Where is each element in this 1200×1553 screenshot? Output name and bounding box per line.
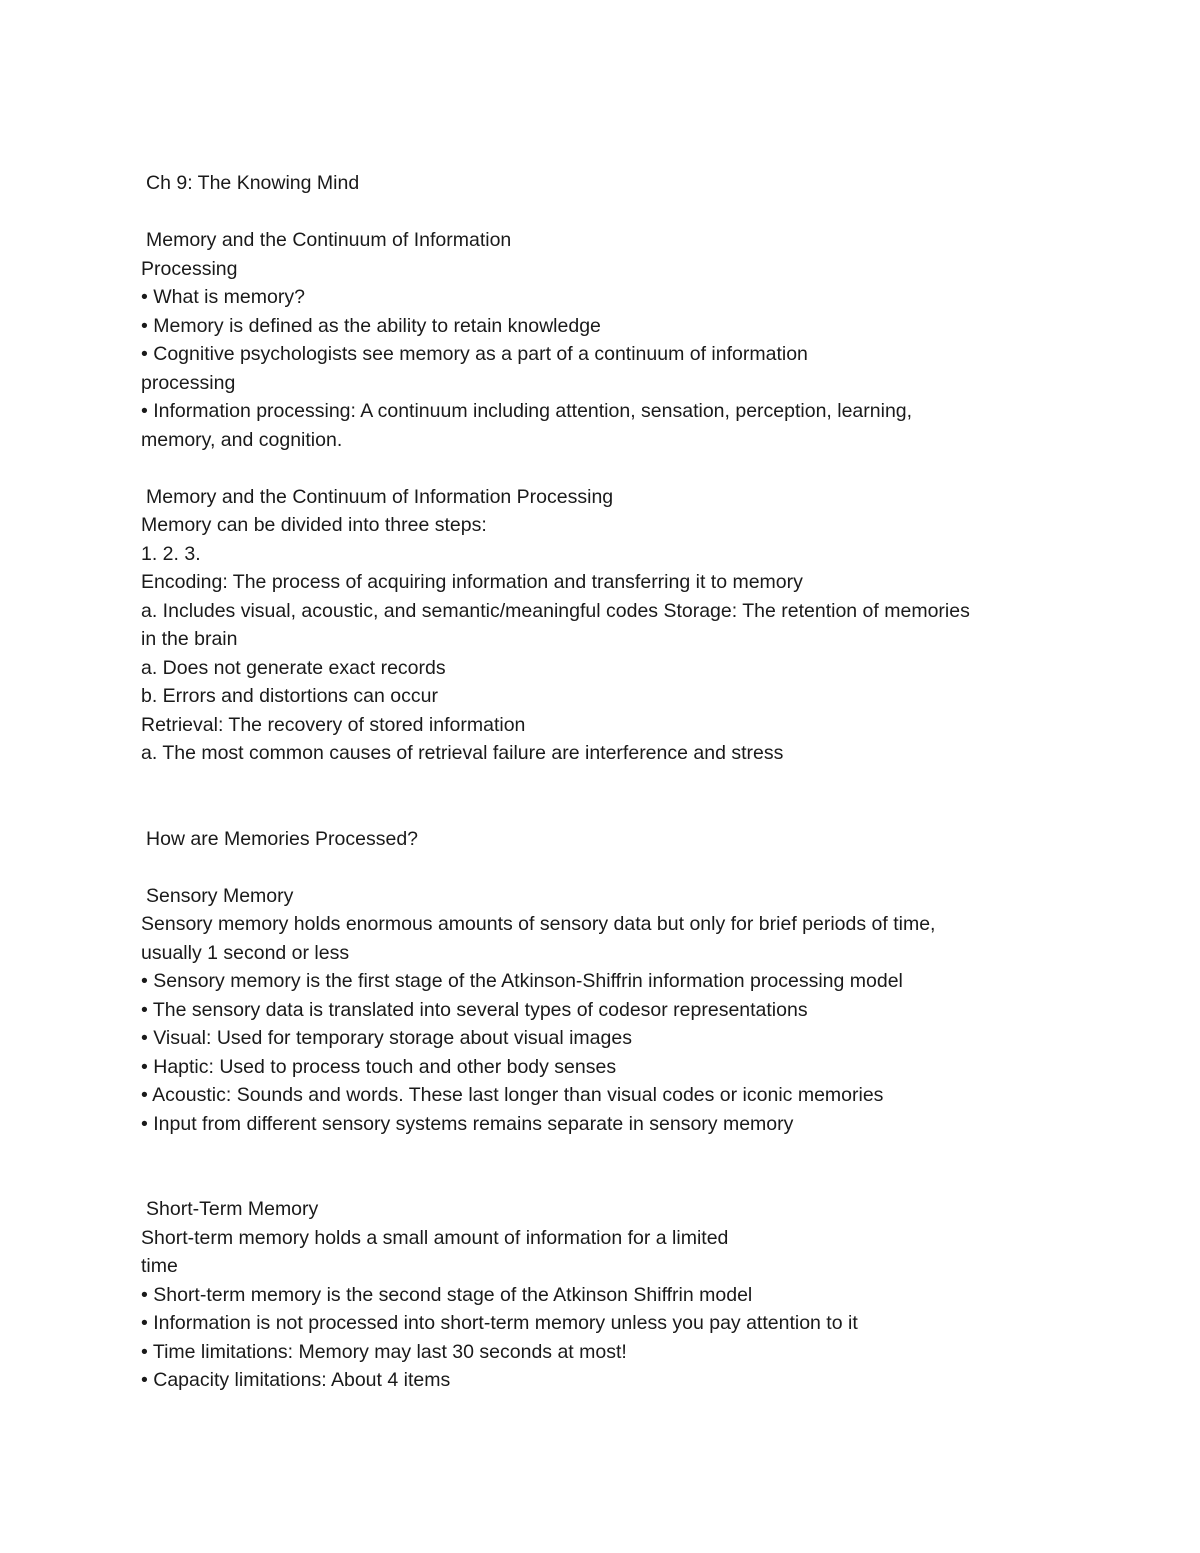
text-line: Memory can be divided into three steps: bbox=[141, 514, 487, 536]
text-line: Retrieval: The recovery of stored information bbox=[141, 713, 526, 736]
spacer bbox=[141, 768, 1101, 825]
section-heading: Short-Term Memory bbox=[146, 1198, 319, 1220]
section-heading: Memory and the Continuum of Information Processing bbox=[146, 485, 614, 508]
text-line: a. Includes visual, acoustic, and semantic/meaningful codes Storage: The retention of memories bbox=[141, 599, 970, 622]
text-line: • Cognitive psychologists see memory as a part of a continuum of information bbox=[141, 343, 808, 365]
text-line: • Memory is defined as the ability to retain knowledge bbox=[141, 314, 601, 337]
spacer bbox=[141, 198, 1101, 227]
text-line: • Acoustic: Sounds and words. These last longer than visual codes or iconic memories bbox=[141, 1084, 884, 1106]
text-line: • Information is not processed into short-term memory unless you pay attention to it bbox=[141, 1312, 858, 1334]
text-line: in the brain bbox=[141, 628, 238, 650]
text-line: • The sensory data is translated into several types of codesor representations bbox=[141, 998, 808, 1021]
page-title: Ch 9: The Knowing Mind bbox=[146, 172, 360, 194]
text-line: • Time limitations: Memory may last 30 seconds at most! bbox=[141, 1340, 627, 1363]
spacer bbox=[141, 853, 1101, 882]
text-line: • Haptic: Used to process touch and other body senses bbox=[141, 1055, 617, 1078]
section-heading: Sensory Memory bbox=[146, 884, 294, 907]
text-line: • Capacity limitations: About 4 items bbox=[141, 1369, 451, 1391]
section-heading-continued: Processing bbox=[141, 257, 238, 280]
text-line: • What is memory? bbox=[141, 286, 305, 308]
text-line: • Sensory memory is the first stage of the Atkinson-Shiffrin information processing model bbox=[141, 970, 903, 992]
text-line: • Information processing: A continuum including attention, sensation, perception, learning, bbox=[141, 400, 913, 422]
section-heading: How are Memories Processed? bbox=[146, 827, 419, 850]
text-line: • Short-term memory is the second stage of the Atkinson Shiffrin model bbox=[141, 1283, 753, 1306]
text-line: Encoding: The process of acquiring information and transferring it to memory bbox=[141, 571, 803, 593]
spacer bbox=[141, 1138, 1101, 1195]
text-line: processing bbox=[141, 371, 236, 394]
text-line: a. The most common causes of retrieval failure are interference and stress bbox=[141, 742, 784, 764]
text-line: b. Errors and distortions can occur bbox=[141, 685, 438, 707]
text-line: memory, and cognition. bbox=[141, 428, 343, 451]
section-heading: Memory and the Continuum of Information bbox=[146, 229, 512, 251]
text-line: Short-term memory holds a small amount of information for a limited bbox=[141, 1226, 729, 1249]
document-page bbox=[141, 169, 1101, 1395]
text-line: • Input from different sensory systems remains separate in sensory memory bbox=[141, 1112, 794, 1135]
text-line: • Visual: Used for temporary storage about visual images bbox=[141, 1027, 632, 1049]
text-line: 1. 2. 3. bbox=[141, 542, 201, 565]
spacer bbox=[141, 454, 1101, 483]
text-line: Sensory memory holds enormous amounts of sensory data but only for brief periods of time, bbox=[141, 913, 936, 935]
text-line: a. Does not generate exact records bbox=[141, 656, 446, 679]
text-line: time bbox=[141, 1255, 178, 1277]
text-line: usually 1 second or less bbox=[141, 941, 350, 964]
